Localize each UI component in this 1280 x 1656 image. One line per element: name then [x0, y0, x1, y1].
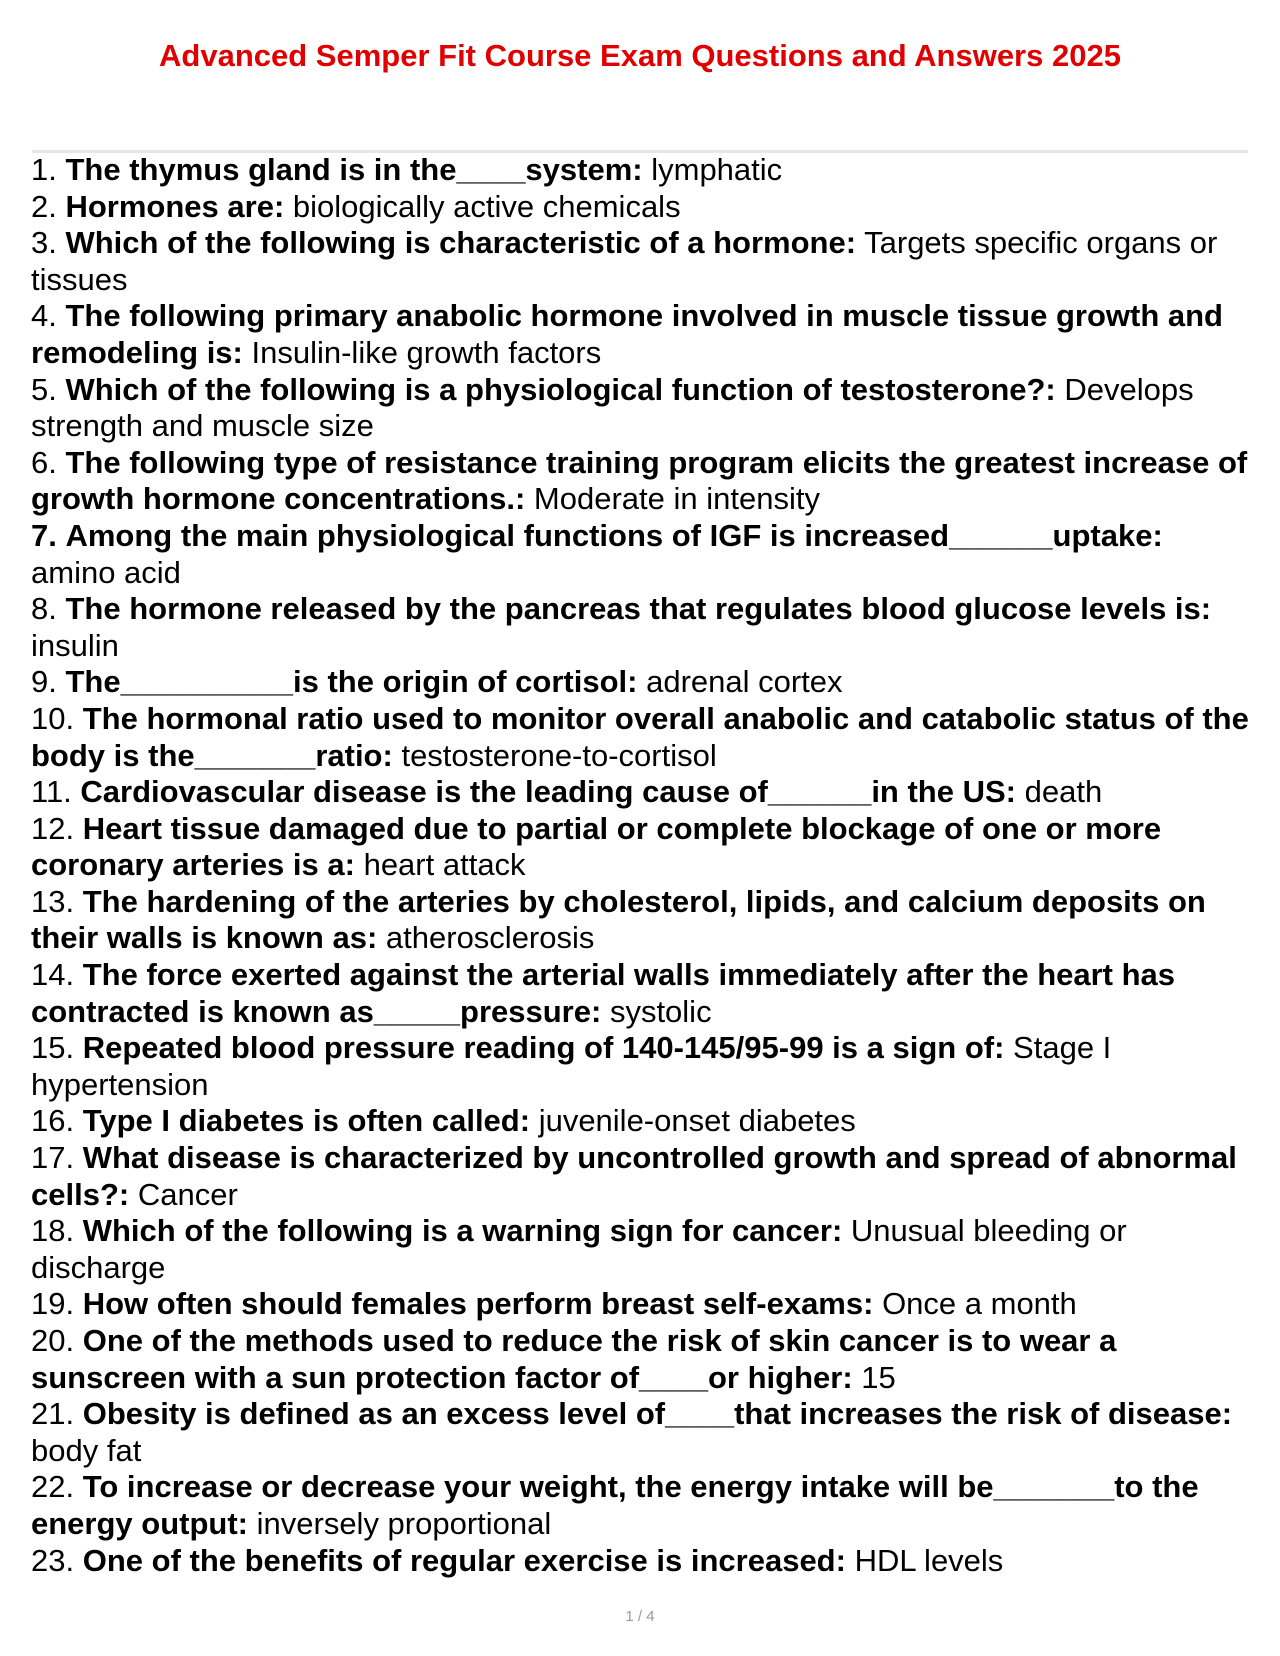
question-number: 2. — [31, 188, 57, 224]
answer-text: Unusual bleeding or discharge — [31, 1213, 1127, 1285]
qa-item — [31, 298, 1255, 371]
question-number: 6. — [31, 444, 57, 480]
question-number: 1. — [31, 152, 57, 187]
question-number: 18. — [31, 1213, 75, 1249]
question-number: 10. — [31, 700, 75, 736]
answer-text: death — [1024, 774, 1103, 810]
answer-text: Develops strength and muscle size — [31, 371, 1194, 444]
question-text: The following type of resistance training program elicits the greatest increase of growth hormone concentrations.: — [31, 444, 1248, 517]
question-text: Which of the following is a warning sign for cancer: — [82, 1213, 843, 1249]
answer-text: atherosclerosis — [385, 920, 595, 956]
question-number: 20. — [31, 1323, 75, 1358]
qa-item — [31, 1286, 1255, 1323]
qa-item — [31, 1103, 1255, 1140]
question-text: Type I diabetes is often called: — [82, 1103, 531, 1139]
qa-item — [31, 1323, 1255, 1396]
question-number: 9. — [31, 664, 57, 700]
qa-item — [31, 1140, 1255, 1213]
question-number: 23. — [31, 1542, 75, 1578]
question-text: What disease is characterized by uncontrolled growth and spread of abnormal cells?: — [31, 1140, 1237, 1212]
qa-item — [31, 152, 1255, 189]
qa-item — [31, 811, 1255, 884]
question-text: Which of the following is a physiological function of testosterone?: — [65, 371, 1056, 407]
qa-item — [31, 1543, 1255, 1580]
answer-text: Stage I hypertension — [31, 1030, 1112, 1102]
question-text: The force exerted against the arterial walls immediately after the heart has contracted is known as_____pressure: — [31, 957, 1176, 1029]
question-text: The__________is the origin of cortisol: — [65, 664, 638, 700]
question-text: The hormonal ratio used to monitor overall anabolic and catabolic status of the body is the_______ratio: — [31, 700, 1249, 773]
question-number: 17. — [31, 1140, 75, 1176]
question-text: Heart tissue damaged due to partial or complete blockage of one or more coronary arteries is a: — [31, 810, 1162, 883]
answer-text: Insulin-like growth factors — [251, 334, 602, 370]
question-text: Among the main physiological functions of IGF is increased______uptake: — [65, 517, 1163, 553]
question-text: Which of the following is characteristic of a hormone: — [65, 225, 857, 261]
question-number: 21. — [31, 1396, 75, 1432]
question-text: One of the methods used to reduce the risk of skin cancer is to wear a sunscreen with a sun protection factor of____or higher: — [31, 1323, 1117, 1395]
question-number: 8. — [31, 591, 57, 627]
qa-item — [31, 225, 1255, 298]
qa-item — [31, 591, 1255, 664]
question-number: 5. — [31, 371, 57, 407]
answer-text: Moderate in intensity — [533, 481, 820, 517]
answer-text: Once a month — [882, 1286, 1077, 1322]
qa-item — [31, 1469, 1255, 1542]
answer-text: insulin — [31, 627, 119, 663]
question-number: 14. — [31, 957, 75, 993]
question-text: The following primary anabolic hormone involved in muscle tissue growth and remodeling is: — [31, 298, 1223, 370]
answer-text: HDL levels — [854, 1542, 1004, 1578]
qa-item — [31, 189, 1255, 226]
qa-item — [31, 1213, 1255, 1286]
question-text: Obesity is defined as an excess level of____that increases the risk of disease: — [82, 1396, 1233, 1432]
answer-text: body fat — [31, 1432, 142, 1468]
answer-text: amino acid — [31, 554, 181, 590]
qa-item — [31, 372, 1255, 445]
answer-text: lymphatic — [651, 152, 783, 187]
answer-text: adrenal cortex — [646, 664, 843, 700]
answer-text: systolic — [609, 993, 712, 1029]
question-text: How often should females perform breast self-exams: — [82, 1286, 874, 1322]
question-number: 19. — [31, 1286, 75, 1322]
question-number: 7. — [31, 517, 57, 553]
page-number: 1 / 4 — [625, 1608, 655, 1625]
answer-text: juvenile-onset diabetes — [538, 1103, 856, 1139]
qa-item — [31, 445, 1255, 518]
question-number: 4. — [31, 298, 57, 334]
question-text: Repeated blood pressure reading of 140-145/95-99 is a sign of: — [82, 1030, 1005, 1066]
question-text: The hormone released by the pancreas that regulates blood glucose levels is: — [65, 591, 1212, 627]
qa-item — [31, 701, 1255, 774]
answer-text: 15 — [861, 1359, 896, 1395]
question-text: One of the benefits of regular exercise is increased: — [82, 1542, 846, 1578]
question-number: 11. — [31, 774, 72, 810]
answer-text: Cancer — [137, 1176, 238, 1212]
qa-item — [31, 518, 1255, 591]
qa-item — [31, 664, 1255, 701]
question-number: 15. — [31, 1030, 75, 1066]
question-text: The thymus gland is in the____system: — [65, 152, 643, 187]
answer-text: heart attack — [363, 847, 526, 883]
qa-item — [31, 1396, 1255, 1469]
qa-item — [31, 884, 1255, 957]
question-answer-list — [31, 152, 1255, 1579]
qa-item — [31, 957, 1255, 1030]
document-title: Advanced Semper Fit Course Exam Questions and Answers 2025 — [159, 38, 1121, 73]
qa-item — [31, 1030, 1255, 1103]
question-text: To increase or decrease your weight, the energy intake will be_______to the energy output: — [31, 1469, 1199, 1541]
question-number: 22. — [31, 1469, 75, 1505]
question-number: 13. — [31, 883, 75, 919]
answer-text: inversely proportional — [256, 1505, 552, 1541]
question-number: 16. — [31, 1103, 75, 1139]
question-number: 12. — [31, 810, 75, 846]
question-text: Cardiovascular disease is the leading cause of______in the US: — [80, 774, 1016, 810]
answer-text: biologically active chemicals — [292, 188, 681, 224]
answer-text: testosterone-to-cortisol — [401, 737, 717, 773]
answer-text: Targets specific organs or tissues — [31, 225, 1218, 297]
qa-item — [31, 774, 1255, 811]
question-text: Hormones are: — [65, 188, 285, 224]
question-number: 3. — [31, 225, 57, 261]
question-text: The hardening of the arteries by cholesterol, lipids, and calcium deposits on their walls is known as: — [31, 883, 1206, 956]
